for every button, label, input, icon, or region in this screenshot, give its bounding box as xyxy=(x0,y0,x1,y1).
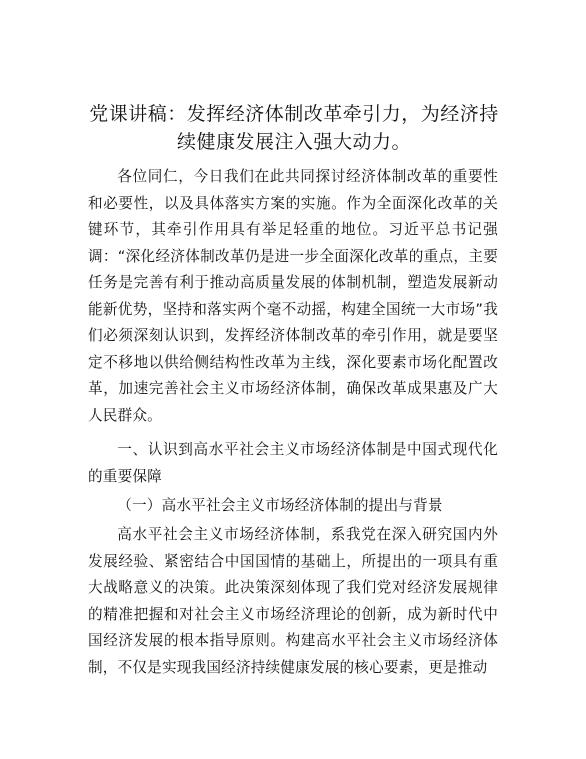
subsection-heading: （一）高水平社会主义市场经济体制的提出与背景 xyxy=(117,497,443,514)
document-title: 党课讲稿：发挥经济体制改革牵引力，为经济持续健康发展注入强大动力。 xyxy=(89,103,499,153)
intro-paragraph: 各位同仁，今日我们在此共同探讨经济体制改革的重要性和必要性，以及具体落实方案的实施。作为全面深化改革的关键环节，其牵引作用具有举足轻重的地位。习近平总书记强调：“深化经济体制改革仍是进一步全面深化改革的重点，主要任务是完善有利于推动高质量发展的体制机制，塑造发展新动能新优势，坚持和落实两个毫不动摇，构建全国统一大市场”我们必须深刻认识到，发挥经济体制改革的牵引作用，就是要坚定不移地以供给侧结构性改革为主线，深化要素市场化配置改革，加速完善社会主义市场经济体制，确保改革成果惠及广大人民群众。 xyxy=(88,168,498,424)
section-heading: 一、认识到高水平社会主义市场经济体制是中国式现代化的重要保障 xyxy=(88,441,498,485)
body-paragraph: 高水平社会主义市场经济体制，系我党在深入研究国内外发展经验、紧密结合中国国情的基础上，所提出的一项具有重大战略意义的决策。此决策深刻体现了我们党对经济发展规律的精准把握和对社会主义市场经济理论的创新，成为新时代中国经济发展的根本指导原则。构建高水平社会主义市场经济体制，不仅是实现我国经济持续健康发展的核心要素，更是推动 xyxy=(88,526,498,676)
